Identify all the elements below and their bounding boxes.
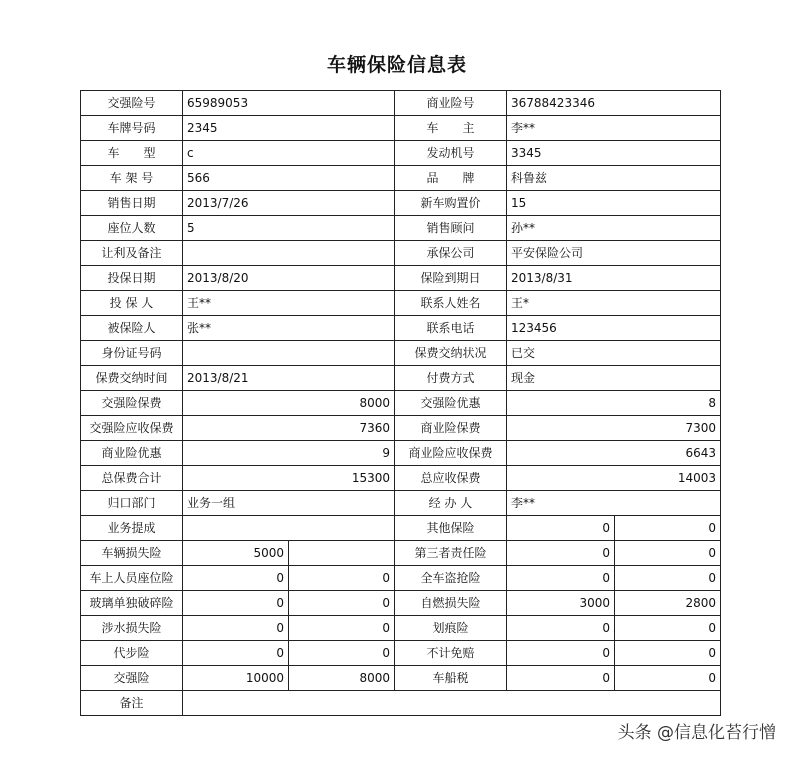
cell-label: 商业险保费 bbox=[395, 416, 507, 441]
cell-value bbox=[183, 516, 395, 541]
cell-value: 123456 bbox=[507, 316, 721, 341]
cell-value: 0 bbox=[289, 641, 395, 666]
cell-label: 商业险号 bbox=[395, 91, 507, 116]
cell-label: 交强险优惠 bbox=[395, 391, 507, 416]
cell-value: 8000 bbox=[289, 666, 395, 691]
table-row bbox=[81, 241, 721, 266]
cell-value: 张** bbox=[183, 316, 395, 341]
table-row bbox=[81, 516, 721, 541]
cell-value: 0 bbox=[507, 566, 615, 591]
cell-label: 销售顾问 bbox=[395, 216, 507, 241]
cell-value: 0 bbox=[507, 516, 615, 541]
cell-value: 平安保险公司 bbox=[507, 241, 721, 266]
cell-value: 0 bbox=[183, 566, 289, 591]
table-row bbox=[81, 316, 721, 341]
cell-label: 归口部门 bbox=[81, 491, 183, 516]
cell-value: 3345 bbox=[507, 141, 721, 166]
cell-value: 8000 bbox=[183, 391, 395, 416]
cell-value: 0 bbox=[507, 641, 615, 666]
cell-label: 交强险号 bbox=[81, 91, 183, 116]
table-row bbox=[81, 641, 721, 666]
cell-label: 代步险 bbox=[81, 641, 183, 666]
cell-value: 0 bbox=[615, 541, 721, 566]
cell-label: 不计免赔 bbox=[395, 641, 507, 666]
cell-label: 总应收保费 bbox=[395, 466, 507, 491]
cell-label: 全车盗抢险 bbox=[395, 566, 507, 591]
cell-label: 业务提成 bbox=[81, 516, 183, 541]
cell-value: 15300 bbox=[183, 466, 395, 491]
cell-label: 发动机号 bbox=[395, 141, 507, 166]
cell-value: 0 bbox=[183, 591, 289, 616]
cell-value: 王** bbox=[183, 291, 395, 316]
cell-label: 新车购置价 bbox=[395, 191, 507, 216]
cell-value: 业务一组 bbox=[183, 491, 395, 516]
cell-value: 0 bbox=[289, 591, 395, 616]
cell-value: 2013/8/20 bbox=[183, 266, 395, 291]
table-row bbox=[81, 391, 721, 416]
cell-label: 让利及备注 bbox=[81, 241, 183, 266]
cell-label: 投 保 人 bbox=[81, 291, 183, 316]
cell-label: 被保险人 bbox=[81, 316, 183, 341]
table-row bbox=[81, 141, 721, 166]
table-row bbox=[81, 441, 721, 466]
cell-value: 0 bbox=[615, 641, 721, 666]
cell-label: 划痕险 bbox=[395, 616, 507, 641]
cell-label: 其他保险 bbox=[395, 516, 507, 541]
cell-value: 36788423346 bbox=[507, 91, 721, 116]
cell-value: 6643 bbox=[507, 441, 721, 466]
cell-label: 玻璃单独破碎险 bbox=[81, 591, 183, 616]
cell-value: 2345 bbox=[183, 116, 395, 141]
cell-value: 0 bbox=[615, 616, 721, 641]
cell-value: 7300 bbox=[507, 416, 721, 441]
table-row bbox=[81, 191, 721, 216]
cell-label: 交强险保费 bbox=[81, 391, 183, 416]
cell-value: 3000 bbox=[507, 591, 615, 616]
cell-label: 品 牌 bbox=[395, 166, 507, 191]
watermark-text: 头条 @信息化苔行憎 bbox=[617, 723, 776, 743]
cell-value: 0 bbox=[289, 616, 395, 641]
table-row bbox=[81, 541, 721, 566]
cell-label: 交强险 bbox=[81, 666, 183, 691]
table-row bbox=[81, 616, 721, 641]
cell-value: 0 bbox=[507, 666, 615, 691]
cell-value: 2013/7/26 bbox=[183, 191, 395, 216]
cell-value: 王* bbox=[507, 291, 721, 316]
page-title: 车辆保险信息表 bbox=[326, 54, 467, 76]
cell-value: 0 bbox=[183, 641, 289, 666]
table-row bbox=[81, 416, 721, 441]
cell-label: 自燃损失险 bbox=[395, 591, 507, 616]
table-row bbox=[81, 466, 721, 491]
cell-label: 身份证号码 bbox=[81, 341, 183, 366]
cell-label: 座位人数 bbox=[81, 216, 183, 241]
cell-value: 科鲁兹 bbox=[507, 166, 721, 191]
cell-label: 销售日期 bbox=[81, 191, 183, 216]
cell-value bbox=[289, 541, 395, 566]
cell-value: 15 bbox=[507, 191, 721, 216]
remarks-value bbox=[183, 691, 721, 716]
cell-value: 2013/8/31 bbox=[507, 266, 721, 291]
cell-value: c bbox=[183, 141, 395, 166]
cell-label: 涉水损失险 bbox=[81, 616, 183, 641]
cell-label: 保费交纳状况 bbox=[395, 341, 507, 366]
cell-value: 孙** bbox=[507, 216, 721, 241]
cell-value: 现金 bbox=[507, 366, 721, 391]
cell-value: 5000 bbox=[183, 541, 289, 566]
table-row bbox=[81, 691, 721, 716]
table-row bbox=[81, 216, 721, 241]
cell-value: 0 bbox=[289, 566, 395, 591]
cell-label: 商业险应收保费 bbox=[395, 441, 507, 466]
cell-label: 承保公司 bbox=[395, 241, 507, 266]
cell-label: 付费方式 bbox=[395, 366, 507, 391]
cell-label: 车船税 bbox=[395, 666, 507, 691]
table-row bbox=[81, 341, 721, 366]
cell-label: 车上人员座位险 bbox=[81, 566, 183, 591]
cell-value: 李** bbox=[507, 116, 721, 141]
cell-label: 商业险优惠 bbox=[81, 441, 183, 466]
table-row bbox=[81, 666, 721, 691]
table-row bbox=[81, 591, 721, 616]
cell-value: 0 bbox=[507, 541, 615, 566]
cell-value bbox=[183, 241, 395, 266]
cell-value: 566 bbox=[183, 166, 395, 191]
table-row bbox=[81, 566, 721, 591]
cell-label: 联系电话 bbox=[395, 316, 507, 341]
cell-label: 车 架 号 bbox=[81, 166, 183, 191]
cell-label: 总保费合计 bbox=[81, 466, 183, 491]
cell-label: 车 主 bbox=[395, 116, 507, 141]
insurance-info-table bbox=[80, 90, 721, 716]
cell-label: 保险到期日 bbox=[395, 266, 507, 291]
table-row bbox=[81, 91, 721, 116]
cell-label: 备注 bbox=[81, 691, 183, 716]
cell-value: 0 bbox=[615, 666, 721, 691]
cell-value: 14003 bbox=[507, 466, 721, 491]
cell-label: 交强险应收保费 bbox=[81, 416, 183, 441]
cell-value: 5 bbox=[183, 216, 395, 241]
table-row bbox=[81, 116, 721, 141]
cell-value: 0 bbox=[507, 616, 615, 641]
table-row bbox=[81, 166, 721, 191]
cell-label: 车牌号码 bbox=[81, 116, 183, 141]
table-row bbox=[81, 266, 721, 291]
cell-value: 8 bbox=[507, 391, 721, 416]
cell-label: 保费交纳时间 bbox=[81, 366, 183, 391]
cell-value: 0 bbox=[183, 616, 289, 641]
cell-label: 车辆损失险 bbox=[81, 541, 183, 566]
cell-value: 9 bbox=[183, 441, 395, 466]
table-row bbox=[81, 366, 721, 391]
cell-label: 联系人姓名 bbox=[395, 291, 507, 316]
cell-label: 车 型 bbox=[81, 141, 183, 166]
cell-value: 2013/8/21 bbox=[183, 366, 395, 391]
cell-value: 65989053 bbox=[183, 91, 395, 116]
cell-value: 0 bbox=[615, 516, 721, 541]
cell-value: 7360 bbox=[183, 416, 395, 441]
cell-value: 已交 bbox=[507, 341, 721, 366]
cell-label: 第三者责任险 bbox=[395, 541, 507, 566]
cell-value: 李** bbox=[507, 491, 721, 516]
table-row bbox=[81, 491, 721, 516]
cell-label: 投保日期 bbox=[81, 266, 183, 291]
cell-value: 0 bbox=[615, 566, 721, 591]
cell-label: 经 办 人 bbox=[395, 491, 507, 516]
cell-value: 2800 bbox=[615, 591, 721, 616]
cell-value: 10000 bbox=[183, 666, 289, 691]
table-row bbox=[81, 291, 721, 316]
cell-value bbox=[183, 341, 395, 366]
